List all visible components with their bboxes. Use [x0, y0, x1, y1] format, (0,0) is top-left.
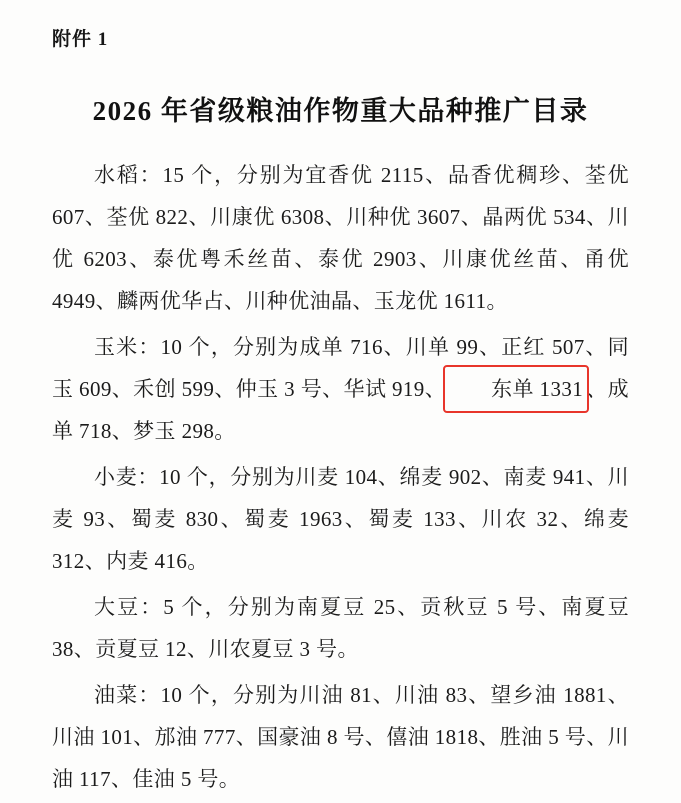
paragraph-corn-text-before: 玉米：10 个，分别为成单 716、川单 99、正红 507、同玉 609、禾创 599、仲玉 3 号、华试 919、: [52, 335, 629, 401]
paragraph-wheat-text: 小麦：10 个，分别为川麦 104、绵麦 902、南麦 941、川麦 93、蜀麦 830、蜀麦 1963、蜀麦 133、川农 32、绵麦 312、内麦 416。: [52, 465, 629, 573]
page-title: 2026 年省级粮油作物重大品种推广目录: [92, 96, 589, 126]
document-body: [52, 154, 629, 800]
paragraph-wheat: [52, 456, 629, 582]
paragraph-soybean: [52, 586, 629, 670]
attachment-label: 附件 1: [52, 29, 109, 50]
highlighted-variety-donghan-1331: 东单 1331: [446, 368, 586, 410]
paragraph-soybean-text: 大豆：5 个，分别为南夏豆 25、贡秋豆 5 号、南夏豆 38、贡夏豆 12、川农夏豆 3 号。: [52, 595, 629, 661]
paragraph-corn-text-after: 、成单 718、梦玉 298。: [52, 377, 629, 443]
paragraph-rapeseed: [52, 674, 629, 800]
paragraph-corn: [52, 326, 629, 452]
paragraph-rapeseed-text: 油菜：10 个，分别为川油 81、川油 83、望乡油 1881、川油 101、邡油 777、国豪油 8 号、僖油 1818、胜油 5 号、川油 117、佳油 5 号。: [52, 683, 629, 791]
paragraph-rice: [52, 154, 629, 322]
paragraph-rice-text: 水稻：15 个，分别为宜香优 2115、品香优稠珍、荃优 607、荃优 822、川康优 6308、川种优 3607、晶两优 534、川优 6203、泰优粤禾丝苗、泰优 2903、川康优丝苗、甬优 4949、麟两优华占、川种优油晶、玉龙优 1611。: [52, 163, 629, 313]
